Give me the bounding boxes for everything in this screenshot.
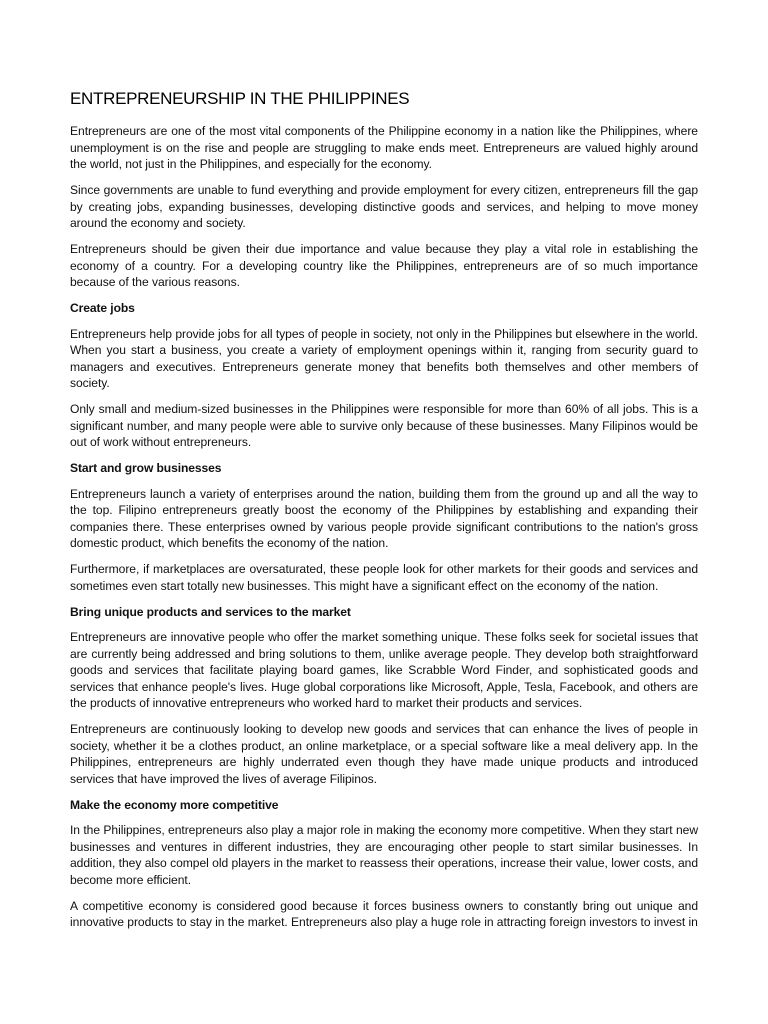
intro-paragraph: Entrepreneurs are one of the most vital components of the Philippine economy in a nation like the Philippines, where unemployment is on the rise and people are struggling to make ends meet. Entrepreneurs are valued highly around the world, not just in the Philippines, and especially for the economy. (70, 124, 698, 171)
section-heading-competitive-economy: Make the economy more competitive (70, 797, 279, 812)
section-paragraph: Only small and medium-sized businesses in the Philippines were responsible for more than 60% of all jobs. This is a significant number, and many people were able to survive only because of these businesses. Many Filipinos would be out of work without entrepreneurs. (70, 402, 698, 449)
section-paragraph: A competitive economy is considered good because it forces business owners to constantly bring out unique and innovative products to stay in the market. Entrepreneurs also play a huge role in attracting foreign investors to invest in (70, 898, 698, 929)
section-heading-start-and-grow-businesses: Start and grow businesses (70, 461, 222, 475)
document-page (70, 88, 698, 940)
section-paragraph: Entrepreneurs are innovative people who offer the market something unique. These folks seek for societal issues that are currently being addressed and bring solutions to them, unlike average people. They develop both straightforward goods and services that facilitate playing board games, like Scrabble Word Finder, and sophisticated goods and services that enhance people's lives. Huge global corporations like Microsoft, Apple, Tesla, Facebook, and others are the products of innovative entrepreneurs who worked hard to market their products and services. (70, 630, 698, 710)
document-title: ENTREPRENEURSHIP IN THE PHILIPPINES (70, 89, 410, 108)
section-paragraph: Entrepreneurs launch a variety of enterprises around the nation, building them from the ground up and all the way to the top. Filipino entrepreneurs greatly boost the economy of the Philippines by establishing and expanding their companies there. These enterprises owned by various people provide significant contributions to the nation's gross domestic product, which benefits the economy of the nation. (70, 486, 698, 550)
section-heading-create-jobs: Create jobs (70, 301, 135, 315)
section-paragraph: Entrepreneurs help provide jobs for all types of people in society, not only in the Philippines but elsewhere in the world. When you start a business, you create a variety of employment openings within it, ranging from security guard to managers and executives. Entrepreneurs generate money that benefits both themselves and other members of society. (70, 326, 698, 390)
section-heading-unique-products: Bring unique products and services to the market (70, 604, 351, 619)
section-paragraph: Entrepreneurs are continuously looking to develop new goods and services that can enhance the lives of people in society, whether it be a clothes product, an online marketplace, or a special software like a meal delivery app. In the Philippines, entrepreneurs are highly underrated even though they have made unique products and introduced services that have improved the lives of average Filipinos. (70, 722, 698, 786)
intro-paragraph: Entrepreneurs should be given their due importance and value because they play a vital role in establishing the economy of a country. For a developing country like the Philippines, entrepreneurs are of so much importance because of the various reasons. (70, 242, 698, 289)
section-paragraph: Furthermore, if marketplaces are oversaturated, these people look for other markets for their goods and services and sometimes even start totally new businesses. This might have a significant effect on the economy of the nation. (70, 562, 698, 593)
intro-paragraph: Since governments are unable to fund everything and provide employment for every citizen, entrepreneurs fill the gap by creating jobs, expanding businesses, developing distinctive goods and services, and helping to move money around the economy and society. (70, 183, 698, 230)
section-paragraph: In the Philippines, entrepreneurs also play a major role in making the economy more competitive. When they start new businesses and ventures in different industries, they are encouraging other people to start similar businesses. In addition, they also compel old players in the market to reassess their operations, increase their value, lower costs, and become more efficient. (70, 823, 698, 887)
